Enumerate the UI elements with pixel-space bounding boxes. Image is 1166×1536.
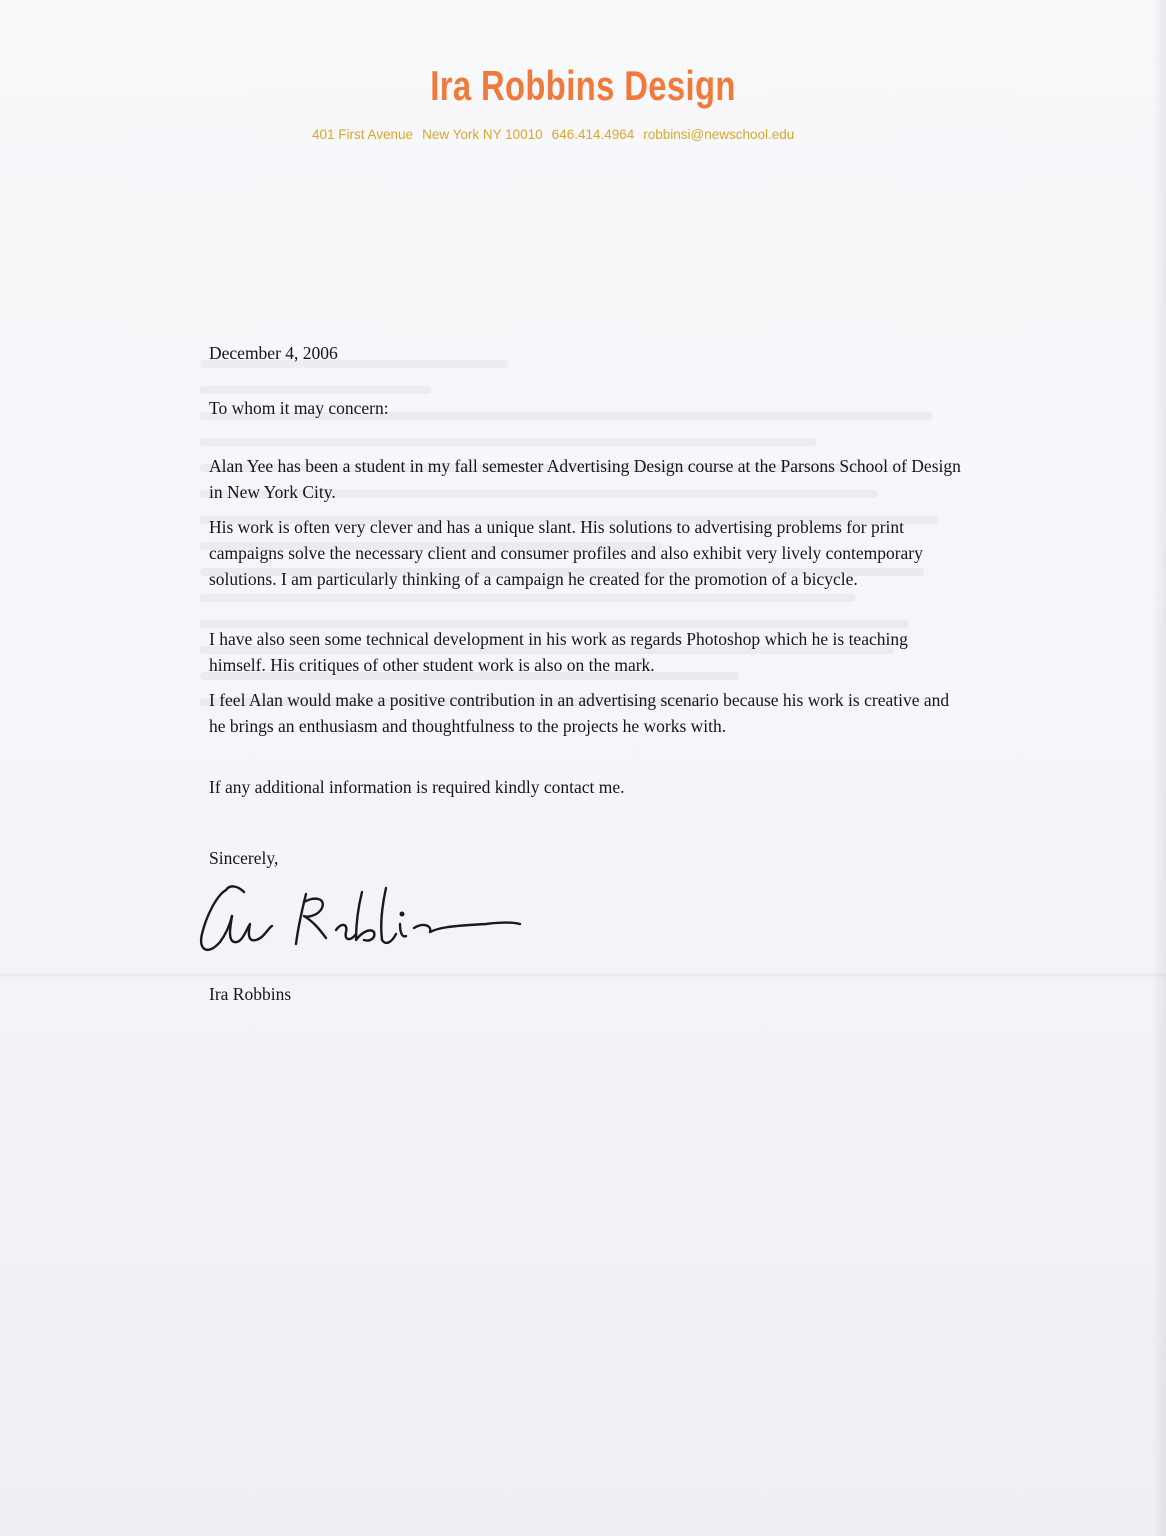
- company-name: Ira Robbins Design: [430, 62, 736, 109]
- signer-name: Ira Robbins: [209, 984, 292, 1004]
- paragraph: Alan Yee has been a student in my fall semester Advertising Design course at the Parsons School of Design in New York City.: [209, 456, 961, 502]
- paragraph: I feel Alan would make a positive contribution in an advertising scenario because his work is creative and he brings an enthusiasm and thoughtfulness to the projects he works with.: [209, 690, 950, 736]
- email: robbinsi@newschool.edu: [643, 127, 795, 142]
- paragraph: His work is often very clever and has a unique slant. His solutions to advertising problems for print campaigns solve the necessary client and consumer profiles and also exhibit very lively contemporary solutions. I am particularly thinking of a campaign he created for the promotion of a bicycle.: [209, 517, 923, 589]
- paper-edge-shadow: [1152, 0, 1166, 1536]
- paragraph: If any additional information is required kindly contact me.: [209, 777, 625, 797]
- letter-date: December 4, 2006: [209, 343, 338, 363]
- address: 401 First Avenue: [312, 127, 414, 142]
- city: New York NY 10010: [422, 127, 543, 142]
- letterhead-contact-line: [312, 127, 912, 142]
- phone: 646.414.4964: [551, 127, 635, 142]
- signature-icon: [186, 872, 546, 972]
- paragraph: I have also seen some technical development in his work as regards Photoshop which he is teaching himself. His critiques of other student work is also on the mark.: [209, 629, 908, 675]
- bleed-through-text: [200, 360, 970, 830]
- salutation: To whom it may concern:: [209, 398, 389, 418]
- closing: Sincerely,: [209, 848, 279, 868]
